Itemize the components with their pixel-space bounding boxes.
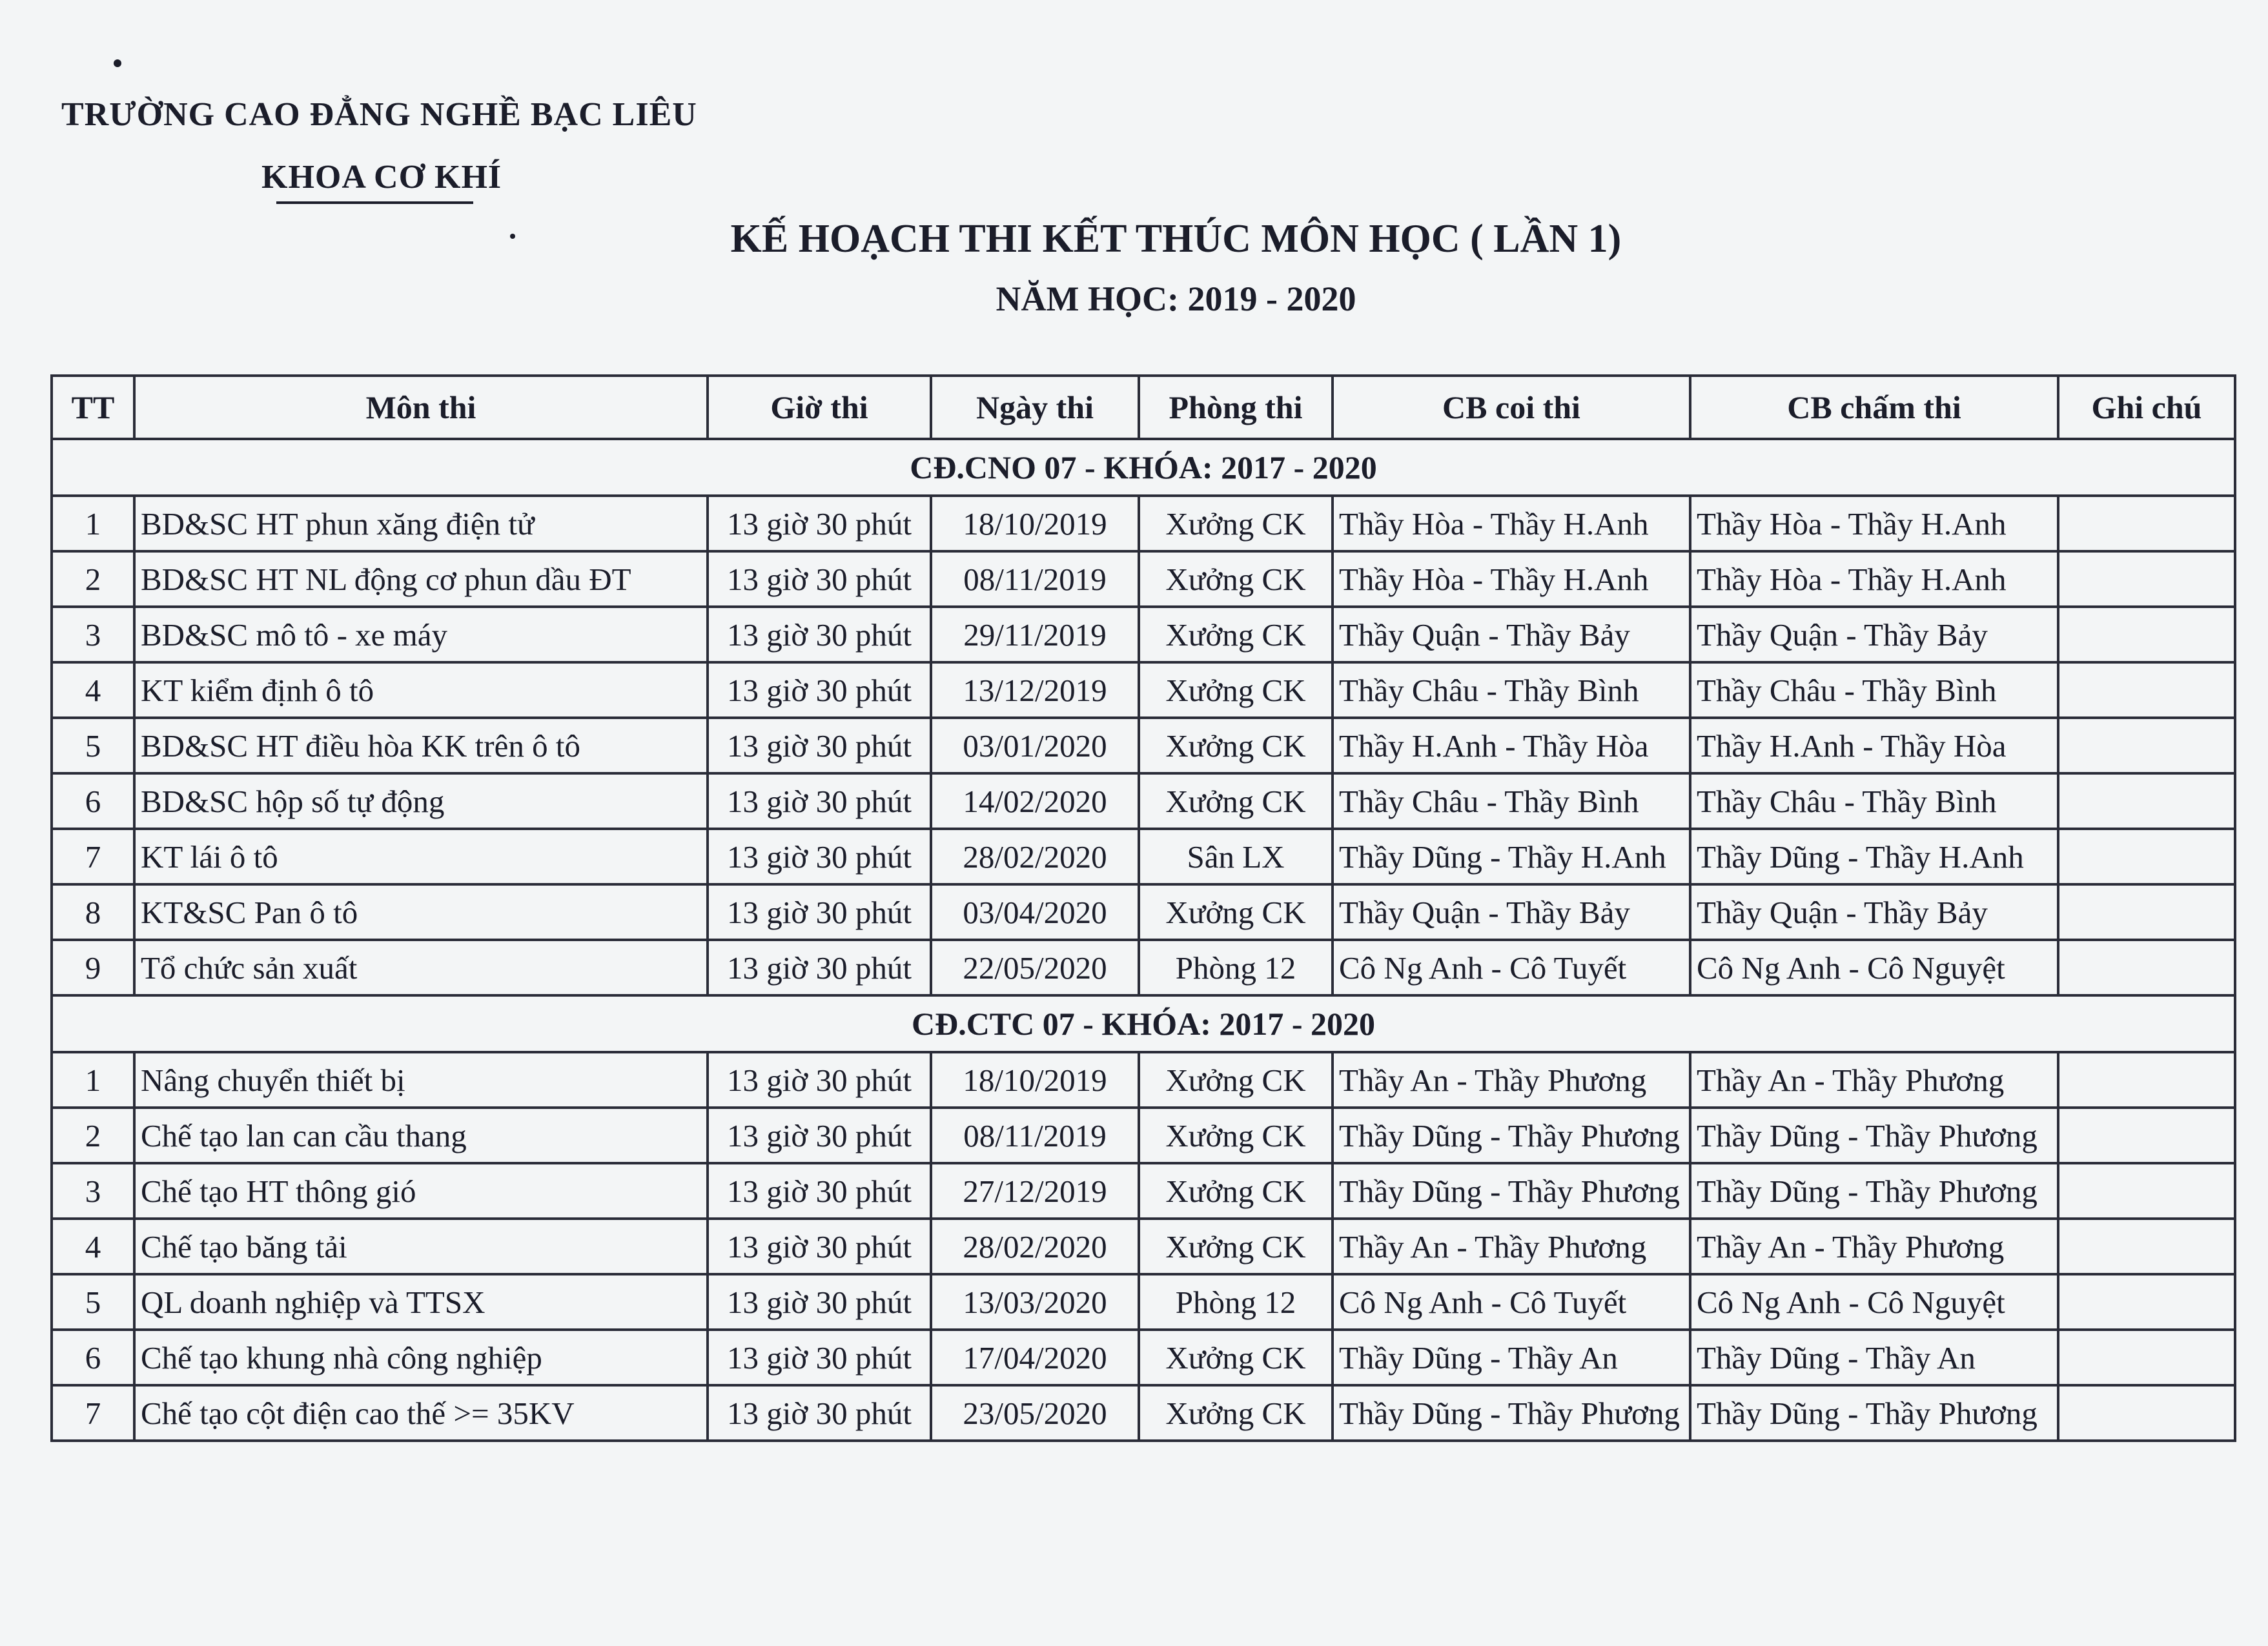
graders-cell: Thầy Châu - Thầy Bình — [1690, 773, 2058, 829]
exam-date-cell: 22/05/2020 — [931, 940, 1139, 995]
class-section-title: CĐ.CTC 07 - KHÓA: 2017 - 2020 — [52, 995, 2235, 1052]
exam-time-cell: 13 giờ 30 phút — [708, 496, 931, 551]
class-section-title: CĐ.CNO 07 - KHÓA: 2017 - 2020 — [52, 439, 2235, 496]
table-row — [52, 1052, 2235, 1108]
graders-cell: Thầy An - Thầy Phương — [1690, 1219, 2058, 1274]
table-row — [52, 1108, 2235, 1163]
exam-date-cell: 14/02/2020 — [931, 773, 1139, 829]
subject-cell: KT&SC Pan ô tô — [134, 884, 708, 940]
table-body — [52, 439, 2235, 1441]
invigilators-cell: Thầy Hòa - Thầy H.Anh — [1333, 496, 1690, 551]
scan-speck — [114, 59, 121, 67]
exam-time-cell: 13 giờ 30 phút — [708, 773, 931, 829]
subject-cell: Chế tạo khung nhà công nghiệp — [134, 1330, 708, 1385]
exam-room-cell: Xưởng CK — [1139, 1330, 1333, 1385]
note-cell — [2058, 829, 2235, 884]
note-cell — [2058, 662, 2235, 718]
row-number: 3 — [52, 607, 134, 662]
table-row — [52, 551, 2235, 607]
exam-room-cell: Sân LX — [1139, 829, 1333, 884]
exam-date-cell: 08/11/2019 — [931, 551, 1139, 607]
invigilators-cell: Thầy Quận - Thầy Bảy — [1333, 607, 1690, 662]
note-cell — [2058, 1385, 2235, 1441]
row-number: 8 — [52, 884, 134, 940]
column-header: Môn thi — [134, 376, 708, 439]
exam-room-cell: Xưởng CK — [1139, 1219, 1333, 1274]
exam-date-cell: 29/11/2019 — [931, 607, 1139, 662]
row-number: 3 — [52, 1163, 134, 1219]
graders-cell: Thầy Dũng - Thầy An — [1690, 1330, 2058, 1385]
exam-time-cell: 13 giờ 30 phút — [708, 1330, 931, 1385]
table-row — [52, 1274, 2235, 1330]
exam-time-cell: 13 giờ 30 phút — [708, 1219, 931, 1274]
row-number: 2 — [52, 551, 134, 607]
graders-cell: Thầy Dũng - Thầy Phương — [1690, 1108, 2058, 1163]
exam-time-cell: 13 giờ 30 phút — [708, 884, 931, 940]
table-row — [52, 1385, 2235, 1441]
subject-cell: Tổ chức sản xuất — [134, 940, 708, 995]
exam-room-cell: Phòng 12 — [1139, 940, 1333, 995]
row-number: 7 — [52, 1385, 134, 1441]
note-cell — [2058, 1052, 2235, 1108]
subject-cell: Chế tạo lan can cầu thang — [134, 1108, 708, 1163]
subject-cell: BD&SC HT NL động cơ phun dầu ĐT — [134, 551, 708, 607]
invigilators-cell: Thầy Hòa - Thầy H.Anh — [1333, 551, 1690, 607]
table-row — [52, 940, 2235, 995]
row-number: 9 — [52, 940, 134, 995]
column-header: Phòng thi — [1139, 376, 1333, 439]
graders-cell: Thầy Hòa - Thầy H.Anh — [1690, 551, 2058, 607]
table-row — [52, 884, 2235, 940]
exam-room-cell: Xưởng CK — [1139, 662, 1333, 718]
subject-cell: BD&SC HT phun xăng điện tử — [134, 496, 708, 551]
note-cell — [2058, 718, 2235, 773]
school-year: NĂM HỌC: 2019 - 2020 — [996, 279, 1356, 318]
column-header: CB coi thi — [1333, 376, 1690, 439]
table-row — [52, 496, 2235, 551]
exam-time-cell: 13 giờ 30 phút — [708, 1108, 931, 1163]
graders-cell: Thầy Dũng - Thầy H.Anh — [1690, 829, 2058, 884]
note-cell — [2058, 496, 2235, 551]
row-number: 7 — [52, 829, 134, 884]
section-header-row — [52, 995, 2235, 1052]
exam-room-cell: Xưởng CK — [1139, 773, 1333, 829]
invigilators-cell: Thầy Dũng - Thầy Phương — [1333, 1385, 1690, 1441]
invigilators-cell: Thầy Dũng - Thầy Phương — [1333, 1108, 1690, 1163]
subject-cell: Chế tạo HT thông gió — [134, 1163, 708, 1219]
note-cell — [2058, 884, 2235, 940]
row-number: 1 — [52, 1052, 134, 1108]
invigilators-cell: Thầy An - Thầy Phương — [1333, 1219, 1690, 1274]
exam-date-cell: 13/12/2019 — [931, 662, 1139, 718]
exam-time-cell: 13 giờ 30 phút — [708, 607, 931, 662]
exam-date-cell: 03/01/2020 — [931, 718, 1139, 773]
exam-date-cell: 27/12/2019 — [931, 1163, 1139, 1219]
exam-room-cell: Xưởng CK — [1139, 718, 1333, 773]
note-cell — [2058, 773, 2235, 829]
subject-cell: KT kiểm định ô tô — [134, 662, 708, 718]
note-cell — [2058, 940, 2235, 995]
column-header: TT — [52, 376, 134, 439]
exam-room-cell: Xưởng CK — [1139, 551, 1333, 607]
graders-cell: Thầy Quận - Thầy Bảy — [1690, 884, 2058, 940]
exam-date-cell: 28/02/2020 — [931, 1219, 1139, 1274]
column-header: Ngày thi — [931, 376, 1139, 439]
exam-time-cell: 13 giờ 30 phút — [708, 1052, 931, 1108]
graders-cell: Cô Ng Anh - Cô Nguyệt — [1690, 940, 2058, 995]
exam-time-cell: 13 giờ 30 phút — [708, 551, 931, 607]
subject-cell: BD&SC HT điều hòa KK trên ô tô — [134, 718, 708, 773]
table-row — [52, 662, 2235, 718]
invigilators-cell: Thầy Dũng - Thầy An — [1333, 1330, 1690, 1385]
row-number: 4 — [52, 662, 134, 718]
exam-room-cell: Xưởng CK — [1139, 496, 1333, 551]
school-name: TRƯỜNG CAO ĐẲNG NGHỀ BẠC LIÊU — [61, 96, 697, 133]
document-title: KẾ HOẠCH THI KẾT THÚC MÔN HỌC ( LẦN 1) — [730, 217, 1622, 261]
graders-cell: Thầy Châu - Thầy Bình — [1690, 662, 2058, 718]
graders-cell: Thầy H.Anh - Thầy Hòa — [1690, 718, 2058, 773]
faculty-name: KHOA CƠ KHÍ — [261, 159, 502, 196]
table-row — [52, 773, 2235, 829]
invigilators-cell: Thầy Dũng - Thầy H.Anh — [1333, 829, 1690, 884]
exam-time-cell: 13 giờ 30 phút — [708, 1274, 931, 1330]
subject-cell: Chế tạo cột điện cao thế >= 35KV — [134, 1385, 708, 1441]
table-row — [52, 829, 2235, 884]
row-number: 6 — [52, 1330, 134, 1385]
exam-time-cell: 13 giờ 30 phút — [708, 1163, 931, 1219]
section-header-row — [52, 439, 2235, 496]
invigilators-cell: Thầy Quận - Thầy Bảy — [1333, 884, 1690, 940]
invigilators-cell: Thầy Châu - Thầy Bình — [1333, 662, 1690, 718]
note-cell — [2058, 1219, 2235, 1274]
subject-cell: Chế tạo băng tải — [134, 1219, 708, 1274]
row-number: 2 — [52, 1108, 134, 1163]
subject-cell: QL doanh nghiệp và TTSX — [134, 1274, 708, 1330]
column-header: Giờ thi — [708, 376, 931, 439]
note-cell — [2058, 1330, 2235, 1385]
exam-room-cell: Xưởng CK — [1139, 1385, 1333, 1441]
exam-time-cell: 13 giờ 30 phút — [708, 829, 931, 884]
exam-room-cell: Xưởng CK — [1139, 1163, 1333, 1219]
note-cell — [2058, 1274, 2235, 1330]
exam-date-cell: 28/02/2020 — [931, 829, 1139, 884]
graders-cell: Cô Ng Anh - Cô Nguyệt — [1690, 1274, 2058, 1330]
table-row — [52, 1163, 2235, 1219]
invigilators-cell: Cô Ng Anh - Cô Tuyết — [1333, 940, 1690, 995]
exam-date-cell: 08/11/2019 — [931, 1108, 1139, 1163]
exam-date-cell: 13/03/2020 — [931, 1274, 1139, 1330]
subject-cell: Nâng chuyển thiết bị — [134, 1052, 708, 1108]
exam-date-cell: 17/04/2020 — [931, 1330, 1139, 1385]
column-header: Ghi chú — [2058, 376, 2235, 439]
note-cell — [2058, 1163, 2235, 1219]
faculty-underline — [276, 201, 473, 204]
table-row — [52, 1219, 2235, 1274]
row-number: 1 — [52, 496, 134, 551]
exam-date-cell: 23/05/2020 — [931, 1385, 1139, 1441]
exam-plan-table — [50, 374, 2236, 1442]
row-number: 5 — [52, 1274, 134, 1330]
exam-room-cell: Xưởng CK — [1139, 1052, 1333, 1108]
note-cell — [2058, 607, 2235, 662]
exam-date-cell: 18/10/2019 — [931, 1052, 1139, 1108]
invigilators-cell: Thầy Dũng - Thầy Phương — [1333, 1163, 1690, 1219]
subject-cell: BD&SC hộp số tự động — [134, 773, 708, 829]
subject-cell: KT lái ô tô — [134, 829, 708, 884]
row-number: 5 — [52, 718, 134, 773]
graders-cell: Thầy Dũng - Thầy Phương — [1690, 1163, 2058, 1219]
table-header-row — [52, 376, 2235, 439]
invigilators-cell: Thầy An - Thầy Phương — [1333, 1052, 1690, 1108]
row-number: 4 — [52, 1219, 134, 1274]
note-cell — [2058, 551, 2235, 607]
exam-room-cell: Xưởng CK — [1139, 884, 1333, 940]
graders-cell: Thầy Dũng - Thầy Phương — [1690, 1385, 2058, 1441]
table-row — [52, 718, 2235, 773]
exam-time-cell: 13 giờ 30 phút — [708, 718, 931, 773]
exam-room-cell: Phòng 12 — [1139, 1274, 1333, 1330]
row-number: 6 — [52, 773, 134, 829]
table-row — [52, 607, 2235, 662]
subject-cell: BD&SC mô tô - xe máy — [134, 607, 708, 662]
graders-cell: Thầy Hòa - Thầy H.Anh — [1690, 496, 2058, 551]
exam-time-cell: 13 giờ 30 phút — [708, 940, 931, 995]
invigilators-cell: Cô Ng Anh - Cô Tuyết — [1333, 1274, 1690, 1330]
exam-date-cell: 18/10/2019 — [931, 496, 1139, 551]
table-row — [52, 1330, 2235, 1385]
exam-date-cell: 03/04/2020 — [931, 884, 1139, 940]
exam-room-cell: Xưởng CK — [1139, 1108, 1333, 1163]
exam-room-cell: Xưởng CK — [1139, 607, 1333, 662]
exam-time-cell: 13 giờ 30 phút — [708, 1385, 931, 1441]
graders-cell: Thầy Quận - Thầy Bảy — [1690, 607, 2058, 662]
column-header: CB chấm thi — [1690, 376, 2058, 439]
exam-time-cell: 13 giờ 30 phút — [708, 662, 931, 718]
note-cell — [2058, 1108, 2235, 1163]
graders-cell: Thầy An - Thầy Phương — [1690, 1052, 2058, 1108]
invigilators-cell: Thầy H.Anh - Thầy Hòa — [1333, 718, 1690, 773]
invigilators-cell: Thầy Châu - Thầy Bình — [1333, 773, 1690, 829]
